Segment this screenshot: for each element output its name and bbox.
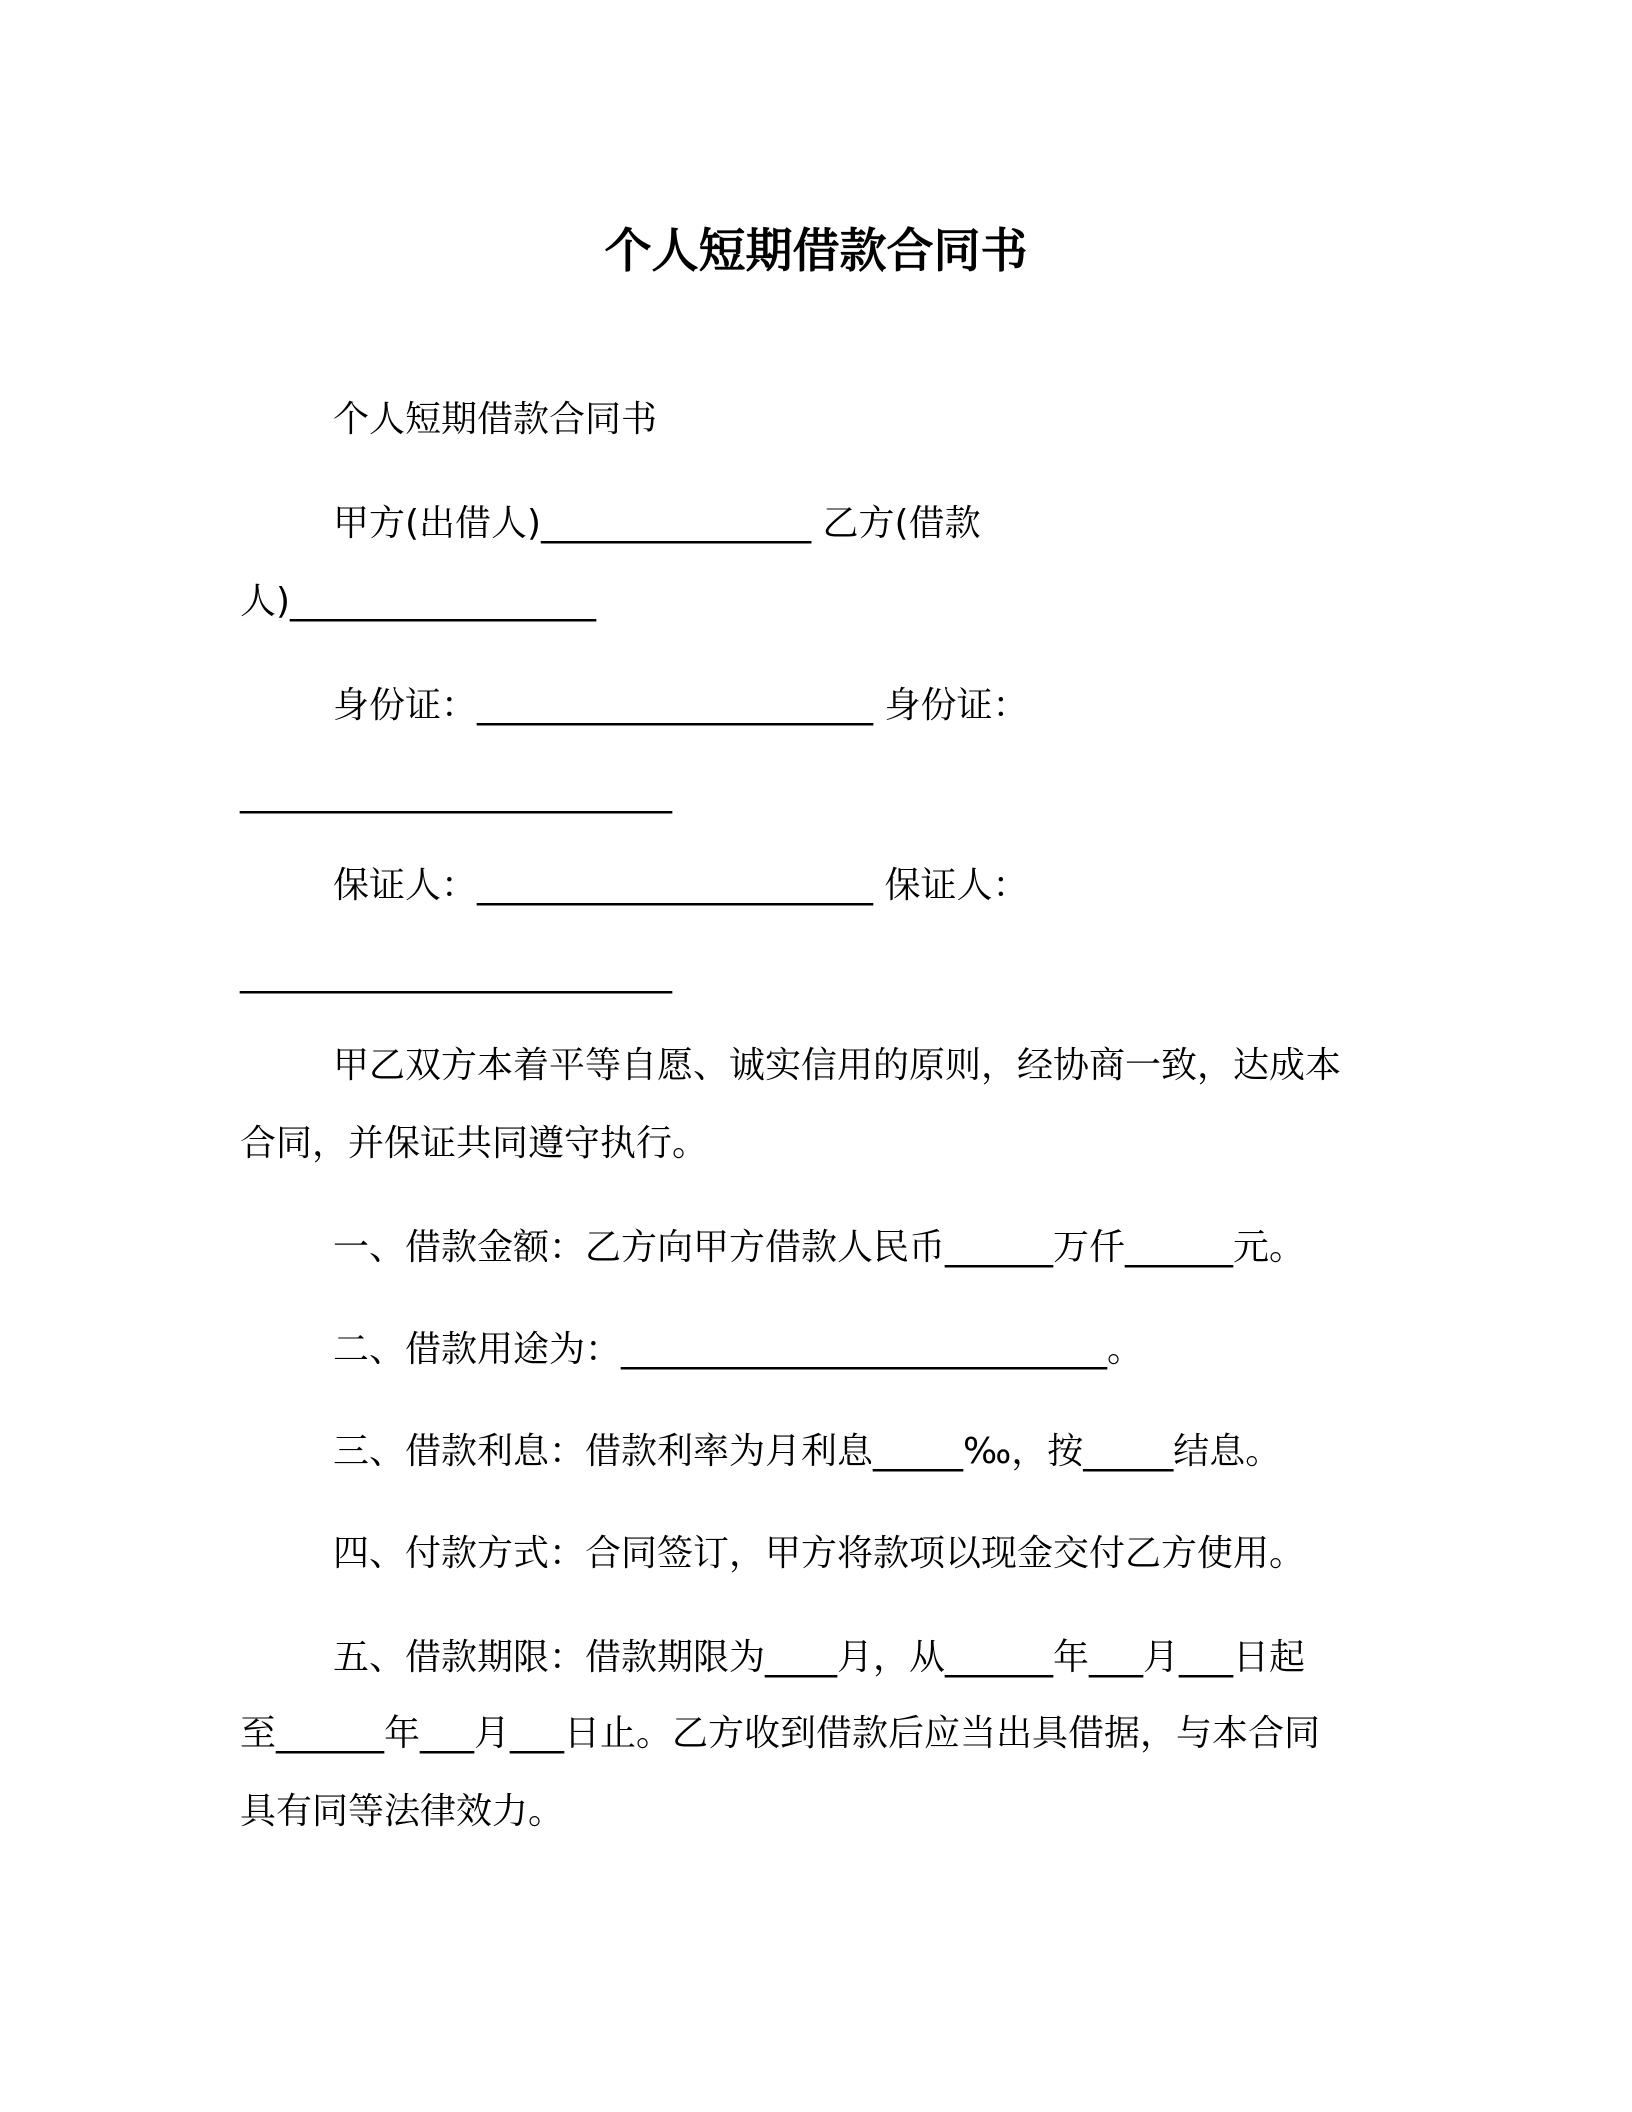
parties-line-2: 人)_________________ bbox=[240, 581, 597, 622]
clause-amount: 一、借款金额：乙方向甲方借款人民币______万仟______元。 bbox=[333, 1227, 1306, 1268]
clause-term-line-2: 至______年___月___日止。乙方收到借款后应当出具借据，与本合同 bbox=[240, 1713, 1321, 1754]
clause-interest: 三、借款利息：借款利率为月利息_____‰，按_____结息。 bbox=[333, 1431, 1282, 1472]
document-title: 个人短期借款合同书 bbox=[604, 224, 1028, 279]
document-subtitle: 个人短期借款合同书 bbox=[333, 399, 658, 440]
guarantor-line-1: 保证人：______________________ 保证人： bbox=[333, 865, 1029, 906]
clause-term-line-1: 五、借款期限：借款期限为____月，从______年___月___日起 bbox=[333, 1637, 1306, 1678]
guarantor-line-2: ________________________ bbox=[240, 953, 672, 994]
clause-purpose: 二、借款用途为：___________________________。 bbox=[333, 1329, 1144, 1370]
id-card-line-1: 身份证：______________________ 身份证： bbox=[333, 685, 1029, 726]
clause-term-line-3: 具有同等法律效力。 bbox=[240, 1791, 565, 1832]
id-card-line-2: ________________________ bbox=[240, 773, 672, 814]
preamble-line-1: 甲乙双方本着平等自愿、诚实信用的原则，经协商一致，达成本 bbox=[333, 1045, 1342, 1086]
preamble-line-2: 合同，并保证共同遵守执行。 bbox=[240, 1123, 709, 1164]
clause-payment: 四、付款方式：合同签订，甲方将款项以现金交付乙方使用。 bbox=[333, 1533, 1306, 1574]
parties-line-1: 甲方(出借人)_______________ 乙方(借款 bbox=[333, 503, 981, 544]
